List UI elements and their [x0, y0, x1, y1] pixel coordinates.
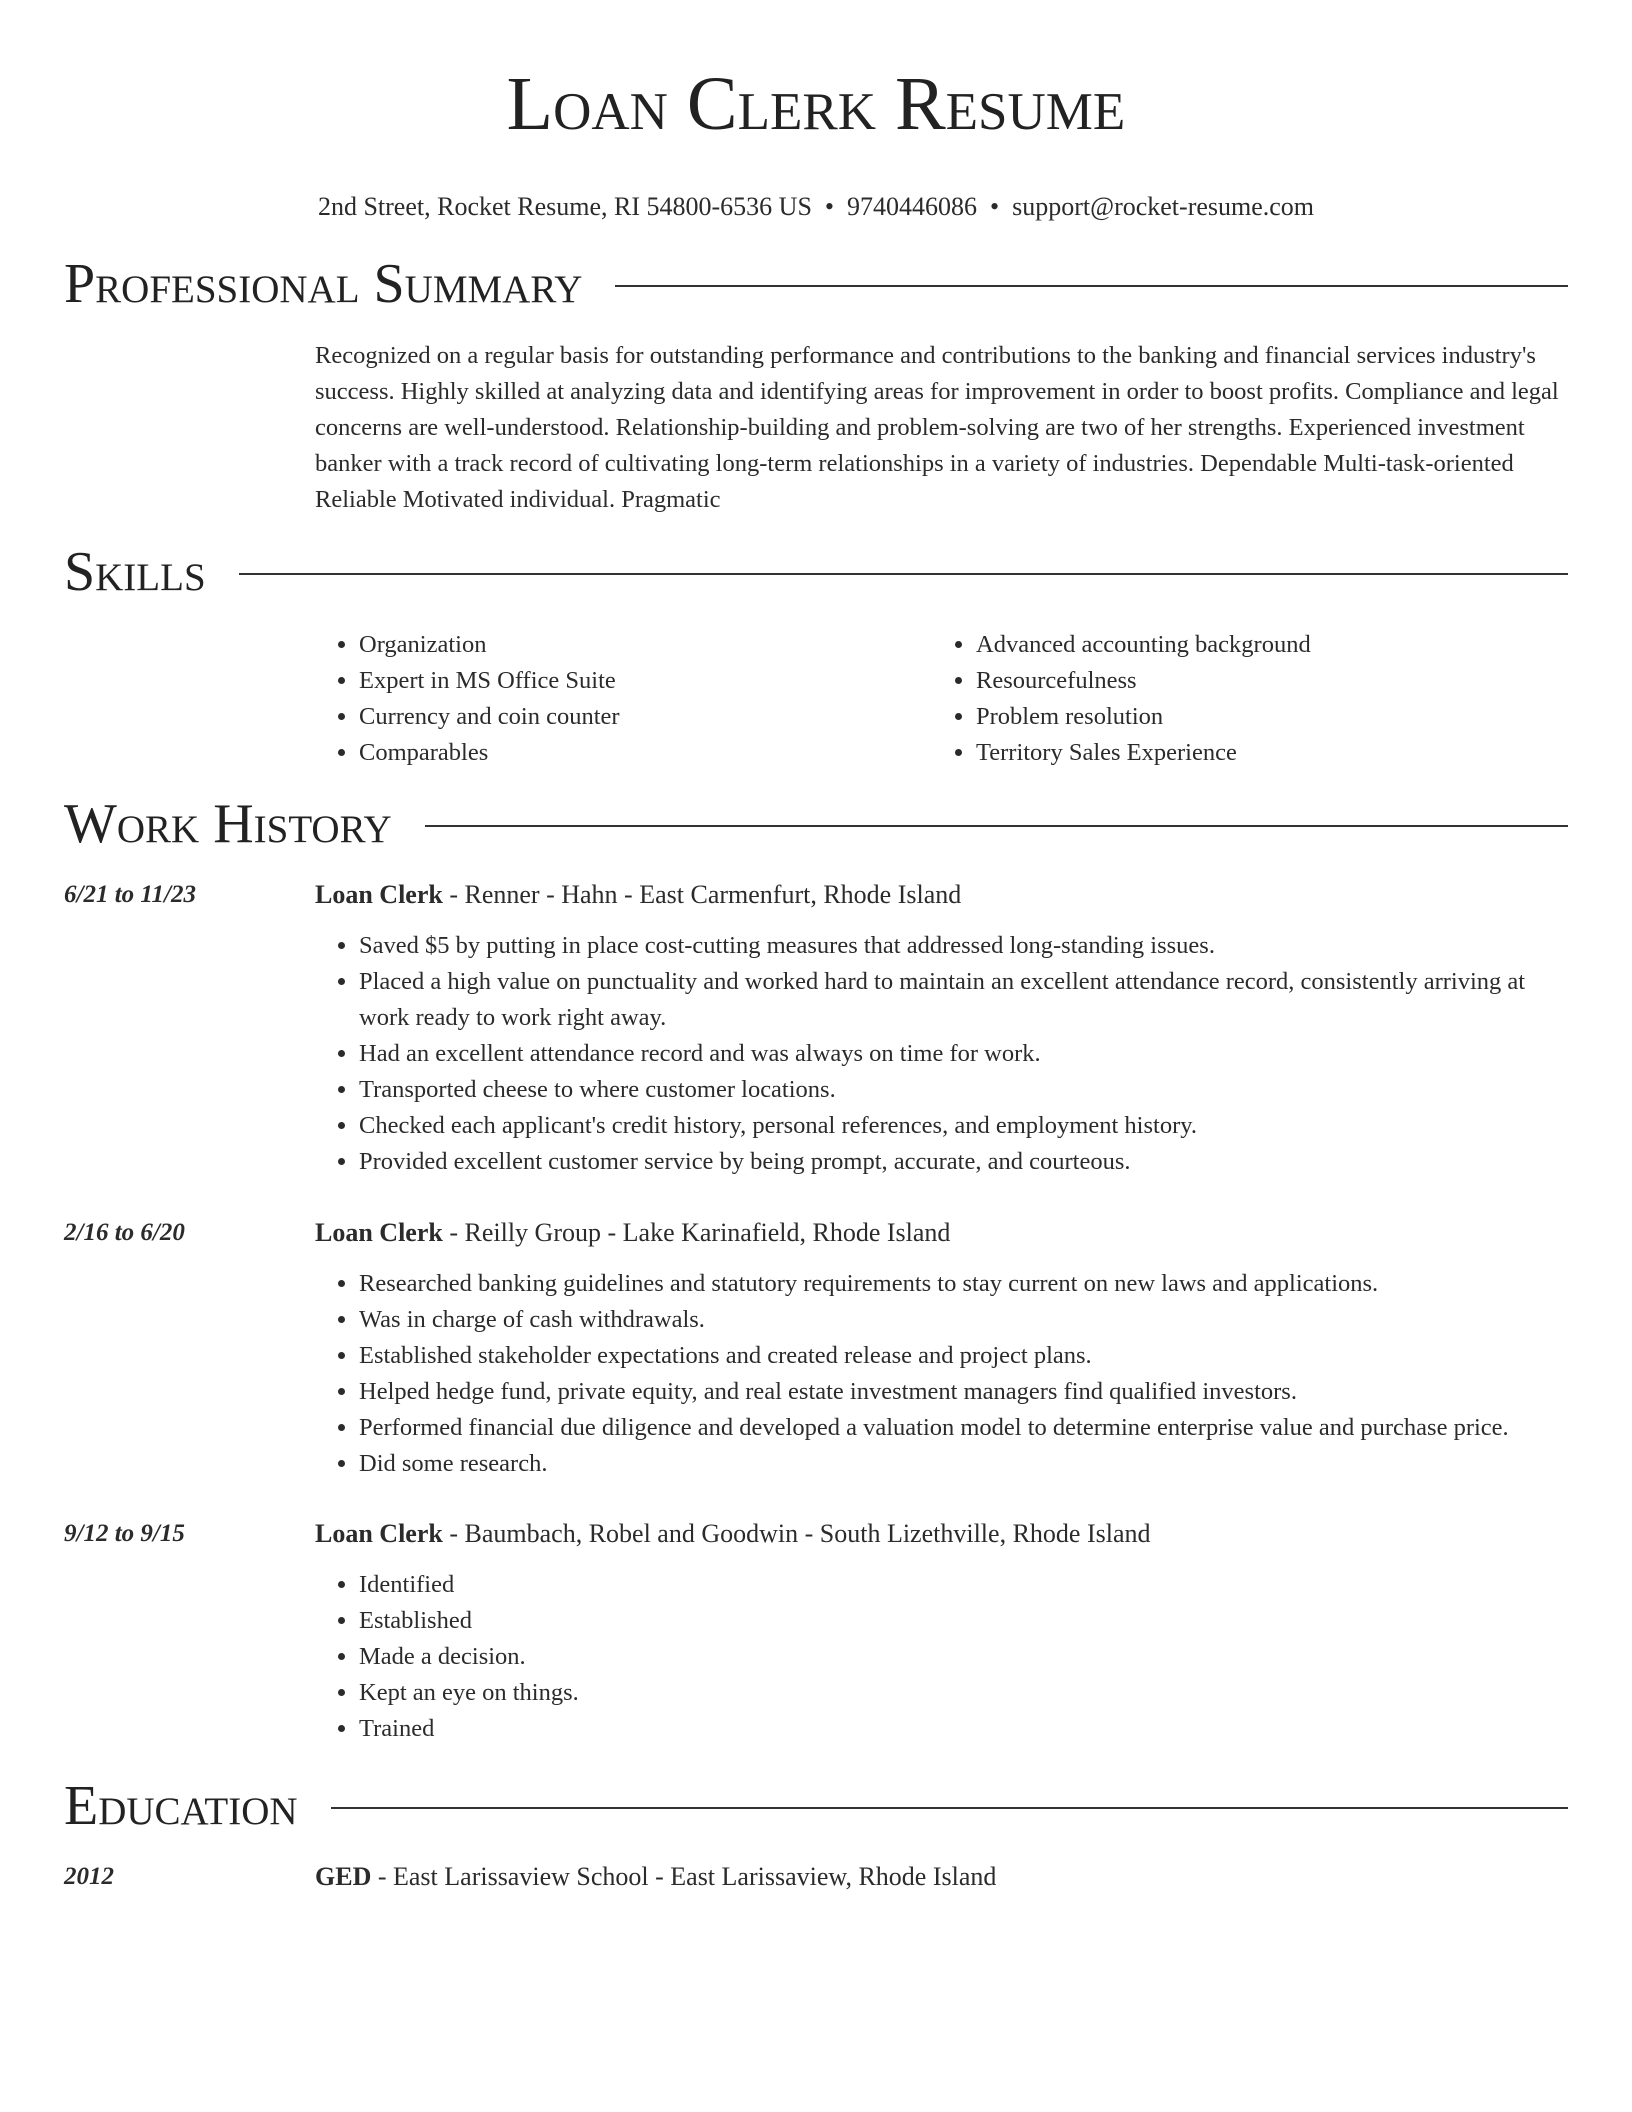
skill-item: • Organization	[359, 627, 932, 663]
job-title-line	[315, 878, 1568, 912]
job-bullet: • Identified	[359, 1567, 1568, 1603]
section-title-education: Education	[64, 1775, 298, 1837]
job-bullet: • Did some research.	[359, 1446, 1568, 1482]
job-dates: 9/12 to 9/15	[64, 1520, 185, 1547]
section-title-skills: Skills	[64, 541, 206, 603]
job-bullet: • Provided excellent customer service by being prompt, accurate, and courteous.	[359, 1144, 1568, 1180]
job-dates: 6/21 to 11/23	[64, 881, 196, 908]
job-title: Loan Clerk	[315, 880, 443, 909]
work-section-header	[64, 792, 1568, 856]
job-bullet: • Established stakeholder expectations and created release and project plans.	[359, 1338, 1568, 1374]
job-bullet: • Had an excellent attendance record and was always on time for work.	[359, 1036, 1568, 1072]
skill-item: • Currency and coin counter	[359, 699, 932, 735]
job-bullet: • Was in charge of cash withdrawals.	[359, 1302, 1568, 1338]
job-employer: - Renner - Hahn - East Carmenfurt, Rhode Island	[442, 880, 962, 909]
education-entry	[64, 1860, 1568, 1894]
job-dates: 2/16 to 6/20	[64, 1219, 185, 1246]
job-bullet: • Helped hedge fund, private equity, and real estate investment managers find qualified investors.	[359, 1374, 1568, 1410]
job-entry	[64, 878, 1568, 1180]
skills-column-right	[932, 627, 1549, 771]
job-bullets	[315, 928, 1568, 1180]
section-title-work: Work History	[64, 793, 392, 855]
job-bullet: • Kept an eye on things.	[359, 1675, 1568, 1711]
skill-item: • Advanced accounting background	[976, 627, 1549, 663]
education-degree: GED	[315, 1862, 372, 1891]
section-divider	[615, 285, 1568, 287]
skill-item: • Territory Sales Experience	[976, 735, 1549, 771]
education-year: 2012	[64, 1863, 114, 1890]
education-section-header	[64, 1774, 1568, 1838]
job-bullet: • Performed financial due diligence and developed a valuation model to determine enterprise value and purchase price.	[359, 1410, 1568, 1446]
job-bullet: • Researched banking guidelines and statutory requirements to stay current on new laws and applications.	[359, 1266, 1568, 1302]
job-title: Loan Clerk	[315, 1218, 443, 1247]
job-title: Loan Clerk	[315, 1519, 443, 1548]
job-bullet: • Made a decision.	[359, 1639, 1568, 1675]
skills-column-left	[315, 627, 932, 771]
job-bullets	[315, 1266, 1568, 1482]
job-title-line	[315, 1216, 1568, 1250]
skills-list	[315, 627, 1568, 771]
job-bullet: • Checked each applicant's credit history, personal references, and employment history.	[359, 1108, 1568, 1144]
section-divider	[331, 1807, 1568, 1809]
skill-item: • Comparables	[359, 735, 932, 771]
job-bullet: • Transported cheese to where customer locations.	[359, 1072, 1568, 1108]
skill-item: • Expert in MS Office Suite	[359, 663, 932, 699]
job-entry	[64, 1517, 1568, 1747]
phone: 9740446086	[847, 192, 978, 221]
email: support@rocket-resume.com	[1012, 192, 1315, 221]
job-bullet: • Saved $5 by putting in place cost-cutting measures that addressed long-standing issues.	[359, 928, 1568, 964]
section-divider	[425, 825, 1568, 827]
job-bullets	[315, 1567, 1568, 1747]
job-bullet: • Established	[359, 1603, 1568, 1639]
section-title-summary: Professional Summary	[64, 253, 583, 315]
summary-text: Recognized on a regular basis for outstanding performance and contributions to the banking and financial services industry's success. Highly skilled at analyzing data and identifying areas for improvement in order to boost profits. Compliance and legal concerns are well-understood. Relationship-building and problem-solving are two of her strengths. Experienced investment banker with a track record of cultivating long-term relationships in a variety of industries. Dependable Multi-task-oriented Reliable Motivated individual. Pragmatic	[315, 342, 1559, 513]
job-title-line	[315, 1517, 1568, 1551]
education-line	[315, 1860, 1568, 1894]
job-bullet: • Placed a high value on punctuality and worked hard to maintain an excellent attendance record, consistently arriving at work ready to work right away.	[359, 964, 1568, 1036]
skill-item: • Problem resolution	[976, 699, 1549, 735]
contact-separator: •	[990, 192, 1000, 221]
summary-section-header	[64, 252, 1568, 316]
contact-line	[0, 190, 1632, 224]
education-school: - East Larissaview School - East Larissaview, Rhode Island	[371, 1862, 997, 1891]
section-divider	[239, 573, 1568, 575]
job-bullet: • Trained	[359, 1711, 1568, 1747]
resume-title: Loan Clerk Resume	[506, 62, 1126, 146]
job-entry	[64, 1216, 1568, 1482]
skill-item: • Resourcefulness	[976, 663, 1549, 699]
skills-section-header	[64, 540, 1568, 604]
job-employer: - Baumbach, Robel and Goodwin - South Lizethville, Rhode Island	[442, 1519, 1151, 1548]
job-employer: - Reilly Group - Lake Karinafield, Rhode Island	[442, 1218, 951, 1247]
contact-separator: •	[824, 192, 835, 221]
address: 2nd Street, Rocket Resume, RI 54800-6536 US	[317, 192, 812, 221]
